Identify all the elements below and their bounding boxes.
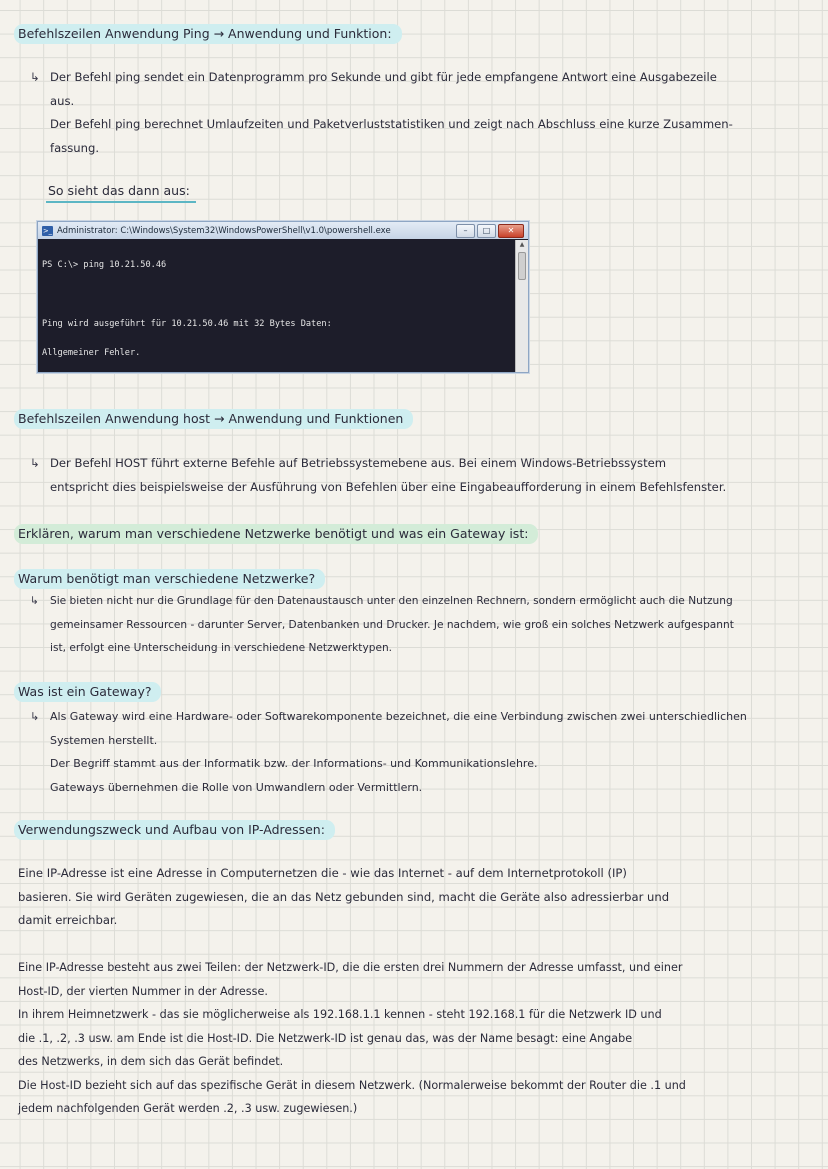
close-button[interactable]: ✕ [498,224,524,238]
scrollbar[interactable] [515,240,528,372]
powershell-icon: >_ [42,226,53,235]
so-sieht-label: So sieht das dann aus: [46,182,196,203]
arrow-icon: ↳ [30,710,40,723]
ping-heading: Befehlszeilen Anwendung Ping → Anwendung und Funktion: [14,24,402,44]
host-heading: Befehlszeilen Anwendung host → Anwendung und Funktionen [14,409,413,429]
scroll-up-icon[interactable]: ▲ [519,241,525,248]
arrow-icon: ↳ [30,70,40,84]
powershell-window [37,221,529,373]
maximize-button[interactable]: □ [477,224,496,238]
ip-heading: Verwendungszweck und Aufbau von IP-Adressen: [14,820,335,840]
why-networks-paragraph: ↳ Sie bieten nicht nur die Grundlage für den Datenaustausch unter den einzelnen Rechnern, sondern ermöglicht auch die Nutzung gemeinsamer Ressourcen - darunter Server, Datenbanken und Drucker. Je nachdem, wie groß ein solches Netzwerk aufgespannt ist, erfolgt eine Unterscheidung in verschiedene Netzwerktypen. [30,590,820,661]
gateway-paragraph: ↳ Als Gateway wird eine Hardware- oder Softwarekomponente bezeichnet, die eine Verbindung zwischen zwei unterschiedlichen Systemen herstellt. Der Begriff stammt aus der Informatik bzw. der Informations- und Kommunikationslehre. Gateways übernehmen die Rolle von Umwandlern oder Vermittlern. [30,705,820,799]
ip-paragraph-2: Eine IP-Adresse besteht aus zwei Teilen: der Netzwerk-ID, die die ersten drei Nummern der Adresse umfasst, und einer Host-ID, der vierten Nummer in der Adresse. In ihrem Heimnetzwerk - das sie möglicherweise als 192.168.1.1 kennen - steht 192.168.1 für die Netzwerk ID und die .1, .2, .3 usw. am Ende ist die Host-ID. Die Netzwerk-ID ist genau das, was der Name besagt: eine Angabe des Netzwerks, in dem sich das Gerät befindet. Die Host-ID bezieht sich auf das spezifische Gerät in diesem Netzwerk. (Normalerweise bekommt der Router die .1 und jedem nachfolgenden Gerät werden .2, .3 usw. zugewiesen.) [18,961,686,1115]
gateway-heading: Was ist ein Gateway? [14,682,161,702]
console-line [42,291,512,301]
ip-paragraph-1: Eine IP-Adresse ist eine Adresse in Computernetzen die - wie das Internet - auf dem Internetprotokoll (IP) basieren. Sie wird Geräten zugewiesen, die an das Netz gebunden sind, macht die Geräte also adressierbar und damit erreichbar. [18,866,670,927]
arrow-icon: ↳ [30,456,40,470]
why-networks-heading: Warum benötigt man verschiedene Netzwerke? [14,569,325,589]
networks-heading: Erklären, warum man verschiedene Netzwerke benötigt und was ein Gateway ist: [14,524,538,544]
host-paragraph: ↳ Der Befehl HOST führt externe Befehle auf Betriebssystemebene aus. Bei einem Windows-Betriebssystem entspricht dies beispielsweise der Ausführung von Befehlen über eine Eingabeaufforderung in einem Befehlsfenster. [30,452,820,499]
console-line: Allgemeiner Fehler. [42,347,141,358]
minimize-button[interactable]: – [456,224,475,238]
console-line: Ping wird ausgeführt für 10.21.50.46 mit 32 Bytes Daten: [42,318,332,329]
arrow-icon: ↳ [30,595,39,607]
console-line: PS C:\> ping 10.21.50.46 [42,260,167,271]
ping-paragraph: ↳ Der Befehl ping sendet ein Datenprogramm pro Sekunde und gibt für jede empfangene Antwort eine Ausgabezeile aus. Der Befehl ping berechnet Umlaufzeiten und Paketverluststatistiken und zeigt nach Abschluss eine kurze Zusammen- fassung. [30,66,810,160]
console-output [38,240,516,372]
scroll-thumb[interactable] [518,252,526,280]
window-title: Administrator: C:\Windows\System32\WindowsPowerShell\v1.0\powershell.exe [57,225,391,236]
window-titlebar [38,222,528,239]
